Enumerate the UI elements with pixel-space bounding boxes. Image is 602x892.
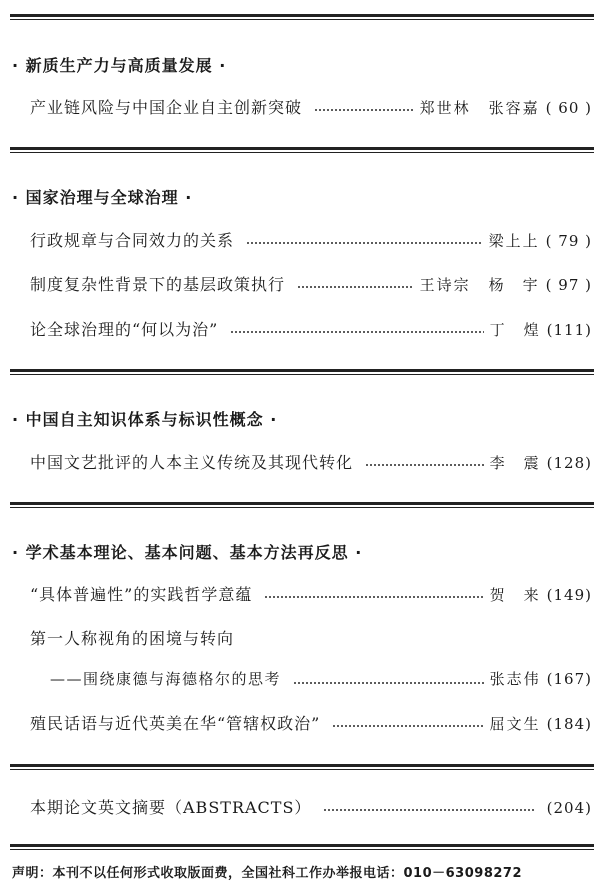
entry-title: 论全球治理的“何以为治” — [30, 320, 219, 339]
entry-title: 殖民话语与近代英美在华“管辖权政治” — [30, 714, 321, 733]
dot-leader — [264, 589, 483, 599]
entry-page: ( 60 ) — [545, 99, 592, 117]
entry-title: 制度复杂性背景下的基层政策执行 — [30, 275, 286, 294]
entry-authors: 丁 煌 — [489, 321, 541, 339]
section-divider — [10, 844, 594, 850]
entry-title: “具体普遍性”的实践哲学意蕴 — [30, 585, 253, 604]
entry-authors: 郑世林 张容嘉 — [419, 99, 540, 117]
toc-entry-abstracts[interactable] — [30, 795, 592, 819]
dot-leader — [293, 675, 484, 685]
entry-subtitle: ——围绕康德与海德格尔的思考 — [50, 670, 282, 688]
entry-authors: 贺 来 — [489, 586, 541, 604]
dot-leader — [365, 457, 484, 467]
entry-authors: 屈文生 — [489, 715, 541, 733]
section-title: · 学术基本理论、基本问题、基本方法再反思 · — [12, 543, 363, 562]
entry-page: ( 97 ) — [545, 276, 592, 294]
entry-page: (167) — [546, 670, 592, 688]
section-title: · 国家治理与全球治理 · — [12, 188, 193, 207]
toc-entry[interactable] — [30, 450, 592, 474]
section-divider — [10, 369, 594, 375]
toc-entry[interactable] — [30, 272, 592, 296]
dot-leader — [297, 279, 414, 289]
entry-title: 行政规章与合同效力的关系 — [30, 231, 235, 250]
toc-entry[interactable] — [30, 228, 592, 252]
entry-authors: 王诗宗 杨 宇 — [419, 276, 540, 294]
footer-statement: 声明：本刊不以任何形式收取版面费，全国社科工作办举报电话：010－63098272 — [12, 866, 522, 881]
entry-page: (149) — [546, 586, 592, 604]
entry-page: (128) — [546, 454, 592, 472]
toc-entry[interactable] — [30, 317, 592, 341]
toc-entry[interactable] — [50, 668, 592, 692]
entry-title: 本期论文英文摘要（ABSTRACTS） — [30, 798, 312, 817]
entry-authors: 张志伟 — [489, 670, 541, 688]
section-divider — [10, 502, 594, 508]
entry-authors: 梁上上 — [488, 232, 540, 250]
entry-title[interactable]: 第一人称视角的困境与转向 — [30, 629, 235, 648]
section-title: · 新质生产力与高质量发展 · — [12, 56, 227, 75]
section-divider — [10, 14, 594, 20]
dot-leader — [323, 802, 534, 812]
dot-leader — [246, 235, 483, 245]
toc-entry[interactable] — [30, 711, 592, 735]
entry-title: 产业链风险与中国企业自主创新突破 — [30, 98, 303, 117]
entry-page: (111) — [546, 321, 592, 339]
dot-leader — [230, 324, 483, 334]
dot-leader — [332, 718, 483, 728]
toc-entry[interactable] — [30, 95, 592, 119]
section-title: · 中国自主知识体系与标识性概念 · — [12, 410, 278, 429]
entry-authors: 李 震 — [489, 454, 541, 472]
section-divider — [10, 764, 594, 770]
entry-page: ( 79 ) — [545, 232, 592, 250]
dot-leader — [314, 102, 414, 112]
section-divider — [10, 147, 594, 153]
entry-page: (204) — [546, 799, 592, 817]
entry-title: 中国文艺批评的人本主义传统及其现代转化 — [30, 453, 354, 472]
toc-entry[interactable] — [30, 582, 592, 606]
entry-page: (184) — [546, 715, 592, 733]
